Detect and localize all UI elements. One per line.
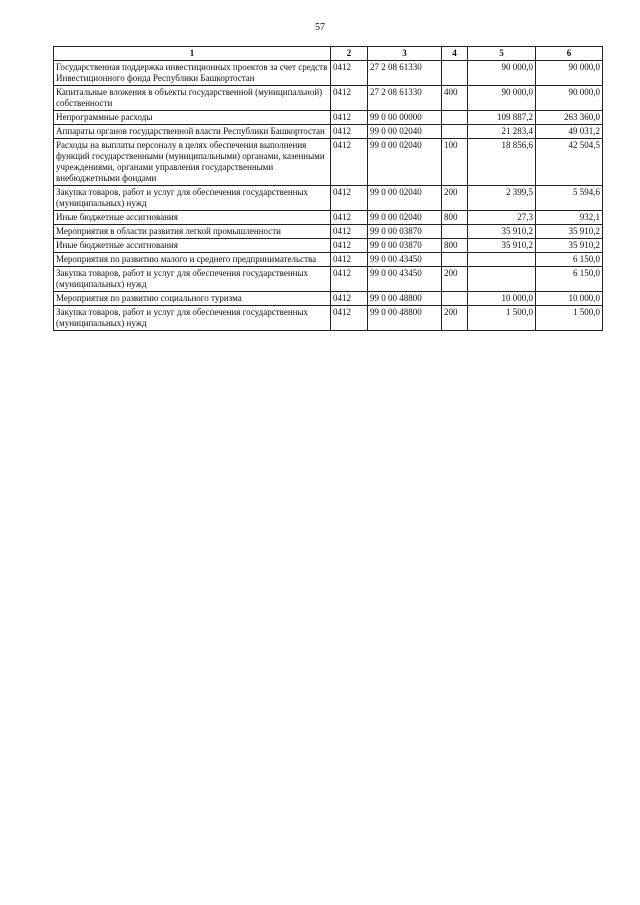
row-value-5: 1 500,0 <box>468 306 536 331</box>
column-header-section: 2 <box>331 47 368 61</box>
table-row <box>54 125 603 139</box>
table-row <box>54 267 603 292</box>
row-kind <box>442 225 468 239</box>
table-row <box>54 225 603 239</box>
column-header-value-5: 5 <box>468 47 536 61</box>
table-row <box>54 211 603 225</box>
row-section: 0412 <box>331 186 368 211</box>
column-header-name: 1 <box>54 47 331 61</box>
row-kind: 800 <box>442 239 468 253</box>
row-code: 99 0 00 03870 <box>368 239 442 253</box>
row-code: 99 0 00 02040 <box>368 139 442 186</box>
row-name: Непрограммные расходы <box>54 111 331 125</box>
table-row <box>54 139 603 186</box>
row-section: 0412 <box>331 111 368 125</box>
row-name: Государственная поддержка инвестиционных проектов за счет средств Инвестиционного фонда Республики Башкортостан <box>54 61 331 86</box>
column-header-code: 3 <box>368 47 442 61</box>
row-value-5: 90 000,0 <box>468 61 536 86</box>
row-value-6: 263 360,0 <box>536 111 603 125</box>
row-value-5: 18 856,6 <box>468 139 536 186</box>
row-code: 99 0 00 03870 <box>368 225 442 239</box>
row-section: 0412 <box>331 267 368 292</box>
table-row <box>54 86 603 111</box>
row-value-6: 90 000,0 <box>536 61 603 86</box>
row-value-5: 90 000,0 <box>468 86 536 111</box>
row-name: Расходы на выплаты персоналу в целях обеспечения выполнения функций государственными (муниципальными) органами, казенными учреждениями, органами управления государственными внебюджетными фондами <box>54 139 331 186</box>
row-code: 99 0 00 02040 <box>368 211 442 225</box>
row-kind: 200 <box>442 306 468 331</box>
row-kind: 200 <box>442 186 468 211</box>
row-code: 99 0 00 00000 <box>368 111 442 125</box>
row-kind <box>442 61 468 86</box>
row-code: 99 0 00 02040 <box>368 125 442 139</box>
row-name: Иные бюджетные ассигнования <box>54 211 331 225</box>
row-value-5: 109 887,2 <box>468 111 536 125</box>
row-code: 27 2 08 61330 <box>368 61 442 86</box>
column-header-kind: 4 <box>442 47 468 61</box>
row-kind <box>442 125 468 139</box>
row-section: 0412 <box>331 86 368 111</box>
row-name: Закупка товаров, работ и услуг для обеспечения государственных (муниципальных) нужд <box>54 267 331 292</box>
row-section: 0412 <box>331 306 368 331</box>
row-kind: 400 <box>442 86 468 111</box>
row-code: 99 0 00 02040 <box>368 186 442 211</box>
table-row <box>54 239 603 253</box>
row-value-5: 35 910,2 <box>468 239 536 253</box>
row-code: 99 0 00 43450 <box>368 253 442 267</box>
row-value-6: 932,1 <box>536 211 603 225</box>
table-row <box>54 253 603 267</box>
row-kind <box>442 292 468 306</box>
table-header-row <box>54 47 603 61</box>
row-kind: 100 <box>442 139 468 186</box>
row-code: 99 0 00 43450 <box>368 267 442 292</box>
row-name: Мероприятия по развитию социального туризма <box>54 292 331 306</box>
row-value-5: 21 283,4 <box>468 125 536 139</box>
row-kind: 800 <box>442 211 468 225</box>
row-section: 0412 <box>331 211 368 225</box>
row-section: 0412 <box>331 61 368 86</box>
row-code: 27 2 08 61330 <box>368 86 442 111</box>
table-row <box>54 61 603 86</box>
row-section: 0412 <box>331 292 368 306</box>
row-name: Мероприятия в области развития легкой промышленности <box>54 225 331 239</box>
row-value-5: 10 000,0 <box>468 292 536 306</box>
row-value-6: 42 504,5 <box>536 139 603 186</box>
row-value-5: 27,3 <box>468 211 536 225</box>
page-number: 57 <box>315 22 325 33</box>
row-value-6: 6 150,0 <box>536 253 603 267</box>
row-value-5 <box>468 267 536 292</box>
row-name: Иные бюджетные ассигнования <box>54 239 331 253</box>
row-value-6: 6 150,0 <box>536 267 603 292</box>
row-value-6: 35 910,2 <box>536 239 603 253</box>
row-name: Закупка товаров, работ и услуг для обеспечения государственных (муниципальных) нужд <box>54 306 331 331</box>
table-row <box>54 111 603 125</box>
row-value-6: 10 000,0 <box>536 292 603 306</box>
budget-table <box>53 46 603 331</box>
table-row <box>54 292 603 306</box>
row-section: 0412 <box>331 125 368 139</box>
row-value-5: 2 399,5 <box>468 186 536 211</box>
row-name: Капитальные вложения в объекты государственной (муниципальной) собственности <box>54 86 331 111</box>
row-value-5 <box>468 253 536 267</box>
row-code: 99 0 00 48800 <box>368 292 442 306</box>
table-row <box>54 186 603 211</box>
row-section: 0412 <box>331 225 368 239</box>
row-kind: 200 <box>442 267 468 292</box>
row-section: 0412 <box>331 139 368 186</box>
column-header-value-6: 6 <box>536 47 603 61</box>
row-kind <box>442 111 468 125</box>
row-value-6: 90 000,0 <box>536 86 603 111</box>
row-name: Аппараты органов государственной власти Республики Башкортостан <box>54 125 331 139</box>
row-value-6: 5 594,6 <box>536 186 603 211</box>
row-section: 0412 <box>331 253 368 267</box>
row-value-6: 1 500,0 <box>536 306 603 331</box>
row-name: Закупка товаров, работ и услуг для обеспечения государственных (муниципальных) нужд <box>54 186 331 211</box>
row-name: Мероприятия по развитию малого и среднего предпринимательства <box>54 253 331 267</box>
row-kind <box>442 253 468 267</box>
row-value-6: 35 910,2 <box>536 225 603 239</box>
table-row <box>54 306 603 331</box>
row-value-5: 35 910,2 <box>468 225 536 239</box>
row-value-6: 49 031,2 <box>536 125 603 139</box>
row-section: 0412 <box>331 239 368 253</box>
row-code: 99 0 00 48800 <box>368 306 442 331</box>
